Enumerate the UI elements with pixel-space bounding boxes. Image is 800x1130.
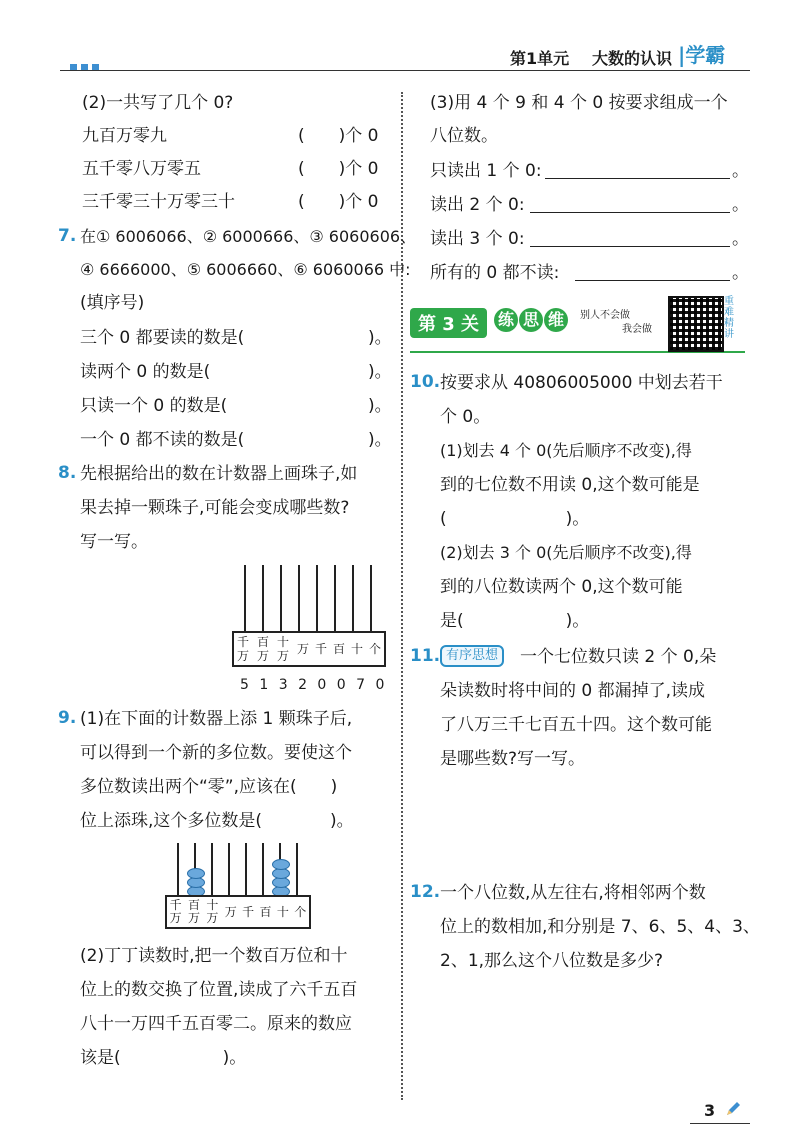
q8-abacus-base <box>232 631 386 667</box>
q8-label-wan: 万 <box>296 642 309 656</box>
q10-p2-line-2: 到的八位数读两个 0,这个数可能 <box>440 577 683 597</box>
header-unit: 第1单元 <box>510 49 570 68</box>
qr-caption <box>724 296 738 340</box>
q10-p2-line-1: (2)划去 3 个 0(先后顺序不改变),得 <box>440 543 692 562</box>
q11-line-2: 朵读数时将中间的 0 都漏掉了,读成 <box>440 681 706 701</box>
q9-bead <box>272 859 290 870</box>
q8-line-3: 写一写。 <box>80 532 148 552</box>
q8-number: 8. <box>58 463 77 483</box>
q6b-row-1-answer[interactable]: ( )个 0 <box>298 126 379 146</box>
q9-abacus-base <box>165 895 311 929</box>
q10-p1-line-3[interactable]: ( )。 <box>440 509 590 529</box>
q9-part2-line-3: 八十一万四千五百零二。原来的数应 <box>80 1014 352 1034</box>
q9-label-wan: 万 <box>224 904 237 919</box>
q9-abacus <box>165 843 315 933</box>
q9-bead <box>187 868 205 879</box>
header-brand-logo: |学霸 <box>678 43 726 67</box>
q11-tag: 有序思想 <box>440 645 504 667</box>
q7-line-3: (填序号) <box>80 293 145 313</box>
q6b-row-1-text: 九百万零九 <box>82 126 167 146</box>
header-rule <box>60 70 750 71</box>
banner-title <box>494 308 569 332</box>
pencil-icon <box>724 1100 742 1118</box>
q9-part2-line-2: 位上的数交换了位置,读成了六千五百 <box>80 980 358 1000</box>
q6c-item-1-blank[interactable] <box>545 162 730 179</box>
q9-line-4: 位上添珠,这个多位数是( )。 <box>80 811 354 831</box>
q8-abacus <box>232 565 388 665</box>
footer-rule <box>690 1123 750 1124</box>
banner-char-1: 练 <box>494 308 518 332</box>
qr-caption-3: 精 <box>724 318 734 329</box>
q6c-line-2: 八位数。 <box>430 126 498 146</box>
q6c-item-3-blank[interactable] <box>530 230 730 247</box>
q10-p2-line-3[interactable]: 是( )。 <box>440 611 590 631</box>
q8-label-shiwan: 十万 <box>276 635 289 663</box>
q7-line-2: ④ 6666000、⑤ 6006660、⑥ 6060066 中: <box>80 260 411 279</box>
q9-label-shi: 十 <box>276 904 289 919</box>
q9-part2-line-1: (2)丁丁读数时,把一个数百万位和十 <box>80 946 348 966</box>
header-topic: 大数的认识 <box>592 49 673 68</box>
q7-item-2-end[interactable]: )。 <box>368 362 392 382</box>
q8-line-1: 先根据给出的数在计数器上画珠子,如 <box>80 464 358 484</box>
q6b-prompt: (2)一共写了几个 0? <box>82 93 234 113</box>
q7-item-2: 读两个 0 的数是( <box>80 362 211 382</box>
q6c-item-4-label: 所有的 0 都不读: <box>430 263 560 283</box>
q12-line-3: 2、1,那么这个八位数是多少? <box>440 951 664 971</box>
q11-number: 11. <box>410 646 441 666</box>
qr-caption-4: 讲 <box>724 329 734 340</box>
banner-char-2: 思 <box>519 308 543 332</box>
banner-level: 第 3 关 <box>410 308 487 338</box>
q12-line-2: 位上的数相加,和分别是 7、6、5、4、3、 <box>440 917 760 937</box>
q6c-item-3-label: 读出 3 个 0: <box>430 229 525 249</box>
qr-caption-2: 难 <box>724 307 734 318</box>
q9-line-3: 多位数读出两个“零”,应该在( ) <box>80 777 338 797</box>
q9-line-2: 可以得到一个新的多位数。要使这个 <box>80 743 352 763</box>
q6c-line-1: (3)用 4 个 9 和 4 个 0 按要求组成一个 <box>430 93 728 113</box>
brand-text: 学霸 <box>685 43 726 67</box>
q8-label-shi: 十 <box>350 642 363 656</box>
q12-line-1: 一个八位数,从左往右,将相邻两个数 <box>440 883 706 903</box>
q9-line-1: (1)在下面的计数器上添 1 颗珠子后, <box>80 709 353 729</box>
q6c-item-1-end: 。 <box>732 161 749 181</box>
q9-label-qianwan: 千万 <box>169 898 182 925</box>
q10-line-2: 个 0。 <box>440 407 491 427</box>
level-banner <box>410 296 745 356</box>
q6c-item-4-end: 。 <box>732 263 749 283</box>
q12-number: 12. <box>410 882 441 902</box>
q7-item-1: 三个 0 都要读的数是( <box>80 328 245 348</box>
qr-caption-1: 重 <box>724 296 734 307</box>
header-squares <box>70 56 103 75</box>
q6c-item-4-blank[interactable] <box>575 264 730 281</box>
q8-label-baiwan: 百万 <box>256 635 269 663</box>
q6c-item-2-end: 。 <box>732 195 749 215</box>
q7-number: 7. <box>58 226 77 246</box>
banner-slogan-2: 我会做 <box>622 324 652 335</box>
q9-label-ge: 个 <box>294 904 307 919</box>
q10-p1-line-2: 到的七位数不用读 0,这个数可能是 <box>440 475 700 495</box>
q6b-row-3-text: 三千零三十万零三十 <box>82 192 235 212</box>
q9-label-shiwan: 十万 <box>206 898 219 925</box>
banner-slogan-1: 别人不会做 <box>580 310 630 321</box>
q9-label-baiwan: 百万 <box>188 898 201 925</box>
q11-line-4: 是哪些数?写一写。 <box>440 749 586 769</box>
q7-item-1-end[interactable]: )。 <box>368 328 392 348</box>
q6c-item-1-label: 只读出 1 个 0: <box>430 161 542 181</box>
q8-label-qianwan: 千万 <box>236 635 249 663</box>
q7-item-3-end[interactable]: )。 <box>368 396 392 416</box>
q10-p1-line-1: (1)划去 4 个 0(先后顺序不改变),得 <box>440 441 692 460</box>
page-number: 3 <box>704 1101 716 1120</box>
q9-number: 9. <box>58 708 77 728</box>
q6c-item-3-end: 。 <box>732 229 749 249</box>
q9-label-bai: 百 <box>259 904 272 919</box>
q7-item-3: 只读一个 0 的数是( <box>80 396 228 416</box>
q11-line-1: 一个七位数只读 2 个 0,朵 <box>520 647 717 667</box>
banner-char-3: 维 <box>544 308 568 332</box>
q6c-item-2-label: 读出 2 个 0: <box>430 195 525 215</box>
q10-line-1: 按要求从 40806005000 中划去若干 <box>440 373 723 393</box>
q8-digits: 5 1 3 2 0 0 7 0 <box>240 677 388 693</box>
q6b-row-2-answer[interactable]: ( )个 0 <box>298 159 379 179</box>
q10-number: 10. <box>410 372 441 392</box>
q7-line-1: 在① 6006066、② 6000666、③ 6060606、 <box>80 227 417 246</box>
q11-line-3: 了八万三千七百五十四。这个数可能 <box>440 715 712 735</box>
q8-line-2: 果去掉一颗珠子,可能会变成哪些数? <box>80 498 350 518</box>
q6b-row-3-answer[interactable]: ( )个 0 <box>298 192 379 212</box>
q9-part2-line-4: 该是( )。 <box>80 1048 247 1068</box>
q8-label-qian: 千 <box>314 642 327 656</box>
qr-code-icon[interactable] <box>668 296 724 352</box>
q6c-item-2-blank[interactable] <box>530 196 730 213</box>
q6b-row-2-text: 五千零八万零五 <box>82 159 201 179</box>
q7-item-4-end[interactable]: )。 <box>368 430 392 450</box>
q7-item-4: 一个 0 都不读的数是( <box>80 430 245 450</box>
q8-label-ge: 个 <box>368 642 381 656</box>
q9-label-qian: 千 <box>242 904 255 919</box>
q8-label-bai: 百 <box>332 642 345 656</box>
